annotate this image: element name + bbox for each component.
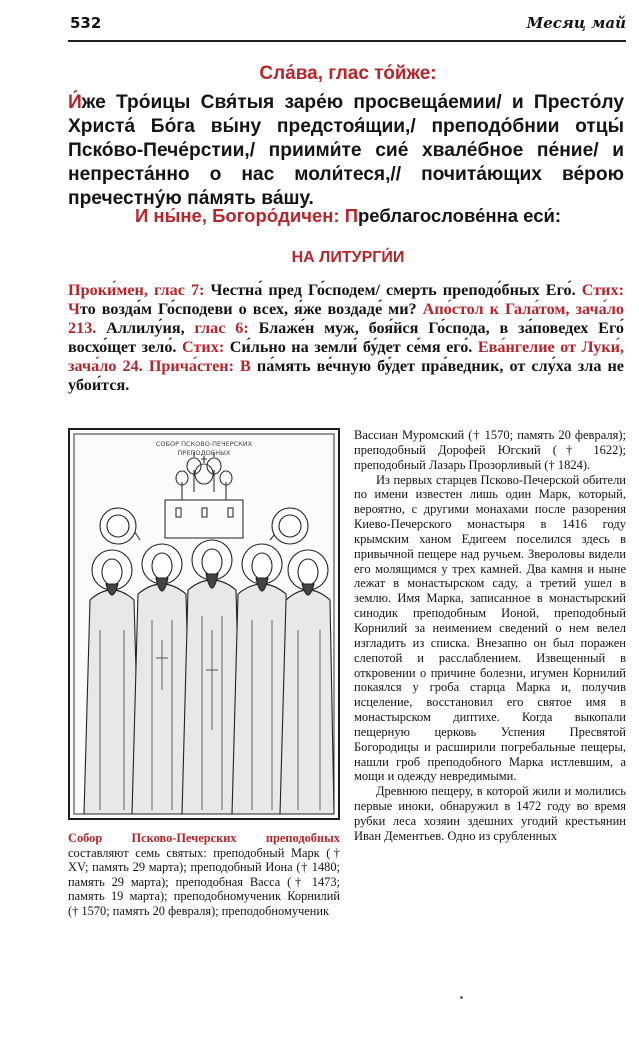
saints-icon (70, 430, 338, 818)
back-saints (100, 508, 308, 544)
stikh2-rubric: Стих: (181, 337, 230, 356)
page-header (70, 14, 626, 36)
liturgy-heading: НА ЛИТУРГИ́И (291, 249, 405, 266)
icon-inscription-2: ПРЕПОДОБНЫХ (177, 449, 231, 457)
page-speck (460, 996, 463, 999)
right-paragraph-2: Из первых старцев Псково-Печерской обители по имени известен лишь один Марк, который, вероятно, с другими монахами после разорения Киево-Печерского монастыря в 1416 году крымским ханом Едигеем поселился здесь в привычной пещере над ручьем. Звероловы видели его молящимся у трех камней. Два камня и ныне лежат в монастырском саду, а третий ушел в землю. Имя Марка, записанное в монастырский синодик преподобным Ионой, преподобный Корнилий за неимением сведений о нем велел изгладить из списка. Внезапно он был поражен слепотой и расслаблением. Извещенный в откровении о причине болезни, игумен Корнилий покаялся у гроба старца Марка и, получив исцеление, восстановил его святое имя в монастырском диптихе. Когда выкопали пещерную церковь Успения Пресвятой Богородицы и расширили погребальные пещеры, нашли гроб преподобного Марка истлевшим, а мощи и одежду невредимыми. (354, 472, 626, 784)
prichasten-rubric: Прича́стен: В (148, 356, 257, 375)
icon-image (68, 428, 340, 820)
blazhen-text: Блаже́н муж, боя́йся Го́спода, в за́поведех Его́ восхо́щет зело́. (68, 318, 624, 356)
glas-rubric: глас 6: (194, 318, 259, 337)
prichasten-text: па́мять ве́чную бу́дет пра́ведник, от слу́ха зла не убои́тся. (68, 356, 624, 394)
header-rule (68, 40, 626, 42)
slava-troparion (68, 91, 624, 211)
front-saints (84, 540, 334, 814)
icon-inscription-1: СОБОР ПСКОВО-ПЕЧЕРСКИХ (155, 440, 253, 448)
right-paragraph-3: Древнюю пещеру, в которой жили и молились первые иноки, обнаружил в 1472 году во время рубки леса хозяин здешних угодий крестьянин Иван Дементьев. Одно из срубленных (354, 784, 626, 843)
i-nyne-rubric: И ны́не, Богоро́дичен: П (134, 205, 358, 226)
drop-letter: И (68, 92, 82, 113)
stikh-text: то возда́м Го́сподеви о всех, я́же воздаде́ ми? (79, 299, 423, 318)
right-column (354, 428, 626, 844)
image-caption (68, 831, 340, 919)
troparion-text: ́же Тро́ицы Свя́тыя заре́ю просвеща́емии/ и Престо́лу Христа́ Бо́га вы́ну предстоя́щии,/ преподо́бнии отцы́ Пско́во-Пече́рстии,/ приими́те сие́ хвале́бное пе́ние/ и непреста́нно о нас моли́теся,// почита́ющих ве́рою пречестну́ю па́мять ва́шу. (68, 92, 624, 209)
page-number: 532 (70, 14, 102, 32)
i-nyne-line (68, 205, 628, 227)
stikh-rubric: Стих: Ч (68, 281, 624, 318)
right-paragraph-1: Вассиан Муромский († 1570; память 20 февраля); преподобный Дорофей Югский († 1622); преподобный Лазарь Прозорливый († 1824). (354, 428, 626, 472)
apostol-rubric: Апо́стол к Гала́том, зача́ло 213. (68, 299, 624, 337)
alleluia-text: Аллилу́ия, (106, 318, 195, 337)
prokimen-rubric: Проки́мен, глас 7: (68, 281, 211, 299)
slava-heading: Сла́ва, глас то́йже: (259, 63, 437, 84)
prokimen-block (68, 281, 624, 394)
caption-title: Собор Псково-Печерских преподобных (68, 831, 340, 845)
running-title: Месяц май (526, 14, 626, 32)
stikh2-text: Си́льно на земли́ бу́дет се́мя его́. (229, 337, 478, 356)
prokimen-text: Честна́ пред Го́сподем/ смерть преподо́бных Его́. (210, 281, 582, 299)
gospel-rubric: Ева́нгелие от Луки́, зача́ло 24. (68, 337, 624, 375)
i-nyne-text: реблагослове́нна еси́: (358, 205, 562, 226)
caption-text: составляют семь святых: преподобный Марк († XV; память 29 марта); преподобный Иона († 1480; память 29 марта); преподобная Васса († 1473; память 19 марта); преподобномученик Корнилий († 1570; память 20 февраля); преподобномученик (68, 845, 340, 918)
